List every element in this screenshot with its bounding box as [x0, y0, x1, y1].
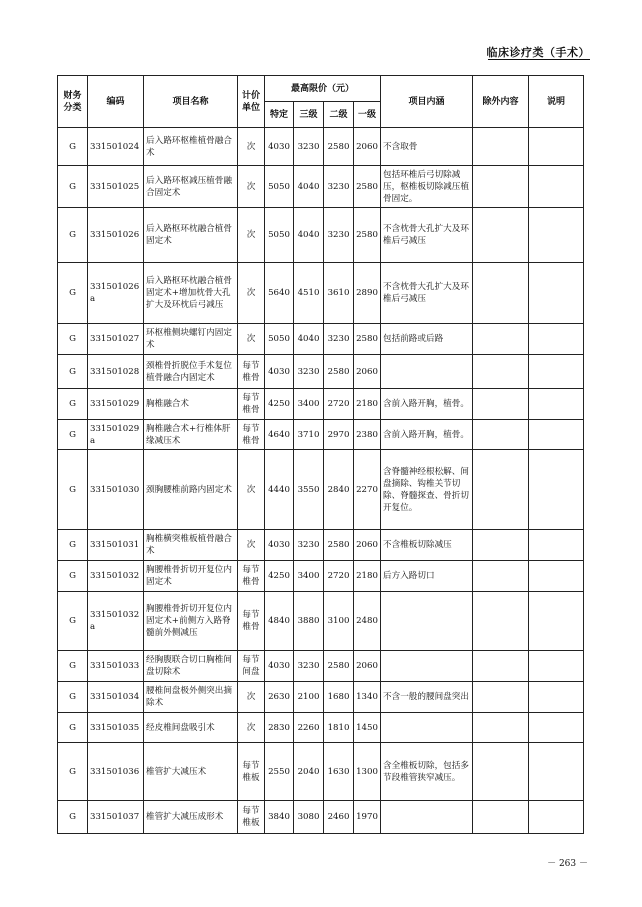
row-unit: 次: [238, 166, 265, 208]
row-unit: 每节椎板: [238, 743, 265, 801]
row-code: 331501037: [88, 801, 144, 834]
row-unit: 次: [238, 682, 265, 713]
row-price-level3: 3400: [294, 561, 324, 592]
row-category: G: [58, 208, 88, 263]
row-price-level1: 2580: [354, 324, 381, 355]
header-note: 说明: [529, 76, 584, 128]
row-name: 椎管扩大减压术: [144, 743, 238, 801]
row-price-level2: 2720: [324, 561, 354, 592]
row-name: 颈椎骨折脱位手术复位植骨融合内固定术: [144, 355, 238, 389]
row-name: 环枢椎侧块螺钉内固定术: [144, 324, 238, 355]
row-content: [381, 651, 473, 682]
row-name: 腰椎间盘极外侧突出摘除术: [144, 682, 238, 713]
row-content: 包括前路或后路: [381, 324, 473, 355]
row-code: 331501029a: [88, 420, 144, 450]
row-content: 含前入路开胸，植骨。: [381, 420, 473, 450]
row-note: [529, 355, 584, 389]
row-price-level1: 1340: [354, 682, 381, 713]
table-row: [58, 166, 584, 208]
row-excluded: [473, 263, 529, 324]
row-name: 胸椎融合术+行椎体肝缘减压术: [144, 420, 238, 450]
table-row: [58, 355, 584, 389]
row-price-level3: 3550: [294, 450, 324, 530]
row-name: 后入路枢环枕融合植骨固定术+增加枕骨大孔扩大及环枕后弓减压: [144, 263, 238, 324]
row-code: 331501026a: [88, 263, 144, 324]
table-row: [58, 592, 584, 651]
row-category: G: [58, 324, 88, 355]
row-content: [381, 355, 473, 389]
row-note: [529, 208, 584, 263]
header-name: 项目名称: [144, 76, 238, 128]
row-price-level3: 2040: [294, 743, 324, 801]
row-content: 不含一般的腰间盘突出: [381, 682, 473, 713]
header-code: 编码: [88, 76, 144, 128]
row-price-level2: 2580: [324, 355, 354, 389]
row-name: 颈胸腰椎前路内固定术: [144, 450, 238, 530]
table-row: [58, 420, 584, 450]
row-code: 331501030: [88, 450, 144, 530]
table-row: [58, 682, 584, 713]
row-price-level3: 3230: [294, 128, 324, 166]
row-code: 331501025: [88, 166, 144, 208]
row-excluded: [473, 208, 529, 263]
row-price-special: 4250: [265, 561, 294, 592]
row-note: [529, 743, 584, 801]
table-row: [58, 450, 584, 530]
header-level1: 一级: [354, 102, 381, 128]
row-price-special: 4030: [265, 651, 294, 682]
row-price-level3: 3080: [294, 801, 324, 834]
row-category: G: [58, 682, 88, 713]
row-price-level2: 1680: [324, 682, 354, 713]
row-name: 经皮椎间盘吸引术: [144, 713, 238, 743]
row-code: 331501024: [88, 128, 144, 166]
row-price-level3: 3400: [294, 389, 324, 420]
row-unit: 次: [238, 128, 265, 166]
row-price-level2: 2580: [324, 530, 354, 561]
table-row: [58, 743, 584, 801]
row-excluded: [473, 682, 529, 713]
row-name: 胸椎横突椎板植骨融合术: [144, 530, 238, 561]
row-unit: 次: [238, 530, 265, 561]
row-price-special: 4640: [265, 420, 294, 450]
row-unit: 每节椎骨: [238, 561, 265, 592]
row-note: [529, 592, 584, 651]
row-code: 331501032a: [88, 592, 144, 651]
row-excluded: [473, 713, 529, 743]
row-excluded: [473, 389, 529, 420]
row-price-level2: 3100: [324, 592, 354, 651]
row-price-level2: 2580: [324, 651, 354, 682]
row-category: G: [58, 128, 88, 166]
row-content: 包括环椎后弓切除减压，枢椎板切除减压植骨固定。: [381, 166, 473, 208]
table-row: [58, 713, 584, 743]
row-unit: 每节椎骨: [238, 420, 265, 450]
row-price-special: 2550: [265, 743, 294, 801]
row-price-level2: 2840: [324, 450, 354, 530]
row-price-level1: 2060: [354, 530, 381, 561]
row-code: 331501026: [88, 208, 144, 263]
row-category: G: [58, 801, 88, 834]
row-code: 331501035: [88, 713, 144, 743]
row-note: [529, 263, 584, 324]
row-price-level3: 2100: [294, 682, 324, 713]
row-excluded: [473, 166, 529, 208]
row-content: 含脊髓神经根松解、间盘摘除、钩椎关节切除、脊髓探查、骨折切开复位。: [381, 450, 473, 530]
row-code: 331501031: [88, 530, 144, 561]
row-price-level1: 1970: [354, 801, 381, 834]
row-code: 331501034: [88, 682, 144, 713]
row-price-level1: 2890: [354, 263, 381, 324]
row-category: G: [58, 530, 88, 561]
row-price-level1: 2060: [354, 355, 381, 389]
row-excluded: [473, 801, 529, 834]
row-category: G: [58, 355, 88, 389]
row-price-level1: 2380: [354, 420, 381, 450]
row-unit: 每节间盘: [238, 651, 265, 682]
row-price-level1: 2060: [354, 128, 381, 166]
header-category: 财务分类: [58, 76, 88, 128]
header-content: 项目内涵: [381, 76, 473, 128]
row-category: G: [58, 651, 88, 682]
row-note: [529, 682, 584, 713]
row-price-level3: 3230: [294, 530, 324, 561]
row-price-special: 4840: [265, 592, 294, 651]
row-price-special: 4030: [265, 530, 294, 561]
row-price-level1: 2580: [354, 166, 381, 208]
header-unit: 计价单位: [238, 76, 265, 128]
row-unit: 每节椎骨: [238, 389, 265, 420]
row-price-special: 2830: [265, 713, 294, 743]
row-note: [529, 713, 584, 743]
row-price-level3: 3230: [294, 355, 324, 389]
row-name: 后入路环枢减压植骨融合固定术: [144, 166, 238, 208]
row-price-special: 3840: [265, 801, 294, 834]
row-note: [529, 389, 584, 420]
row-category: G: [58, 450, 88, 530]
row-code: 331501032: [88, 561, 144, 592]
row-price-level3: 4040: [294, 166, 324, 208]
row-name: 胸椎融合术: [144, 389, 238, 420]
row-price-level2: 1810: [324, 713, 354, 743]
row-price-level2: 3230: [324, 208, 354, 263]
row-price-special: 2630: [265, 682, 294, 713]
row-name: 后入路环枢椎植骨融合术: [144, 128, 238, 166]
row-note: [529, 420, 584, 450]
row-price-special: 4250: [265, 389, 294, 420]
fee-table: [57, 75, 584, 834]
table-row: [58, 561, 584, 592]
row-category: G: [58, 166, 88, 208]
row-code: 331501027: [88, 324, 144, 355]
row-excluded: [473, 592, 529, 651]
row-price-level1: 2180: [354, 561, 381, 592]
row-content: [381, 801, 473, 834]
row-excluded: [473, 530, 529, 561]
header-level3: 三级: [294, 102, 324, 128]
row-code: 331501028: [88, 355, 144, 389]
table-row: [58, 801, 584, 834]
row-unit: 次: [238, 324, 265, 355]
row-note: [529, 801, 584, 834]
row-excluded: [473, 324, 529, 355]
row-category: G: [58, 713, 88, 743]
row-price-level3: 3710: [294, 420, 324, 450]
row-unit: 次: [238, 713, 265, 743]
row-excluded: [473, 355, 529, 389]
row-name: 经胸腹联合切口胸椎间盘切除术: [144, 651, 238, 682]
row-note: [529, 450, 584, 530]
row-price-level3: 3880: [294, 592, 324, 651]
row-name: 胸腰椎骨折切开复位内固定术: [144, 561, 238, 592]
table-row: [58, 208, 584, 263]
row-price-level3: 4040: [294, 208, 324, 263]
row-excluded: [473, 743, 529, 801]
row-price-level2: 2460: [324, 801, 354, 834]
row-unit: 每节椎骨: [238, 592, 265, 651]
row-price-level2: 2580: [324, 128, 354, 166]
row-content: 不含椎板切除减压: [381, 530, 473, 561]
row-unit: 次: [238, 263, 265, 324]
header-level2: 二级: [324, 102, 354, 128]
row-price-level1: 2580: [354, 208, 381, 263]
row-price-special: 5050: [265, 166, 294, 208]
row-unit: 次: [238, 450, 265, 530]
table-row: [58, 530, 584, 561]
row-price-level1: 2480: [354, 592, 381, 651]
table-row: [58, 651, 584, 682]
row-name: 椎管扩大减压成形术: [144, 801, 238, 834]
row-code: 331501036: [88, 743, 144, 801]
row-note: [529, 128, 584, 166]
table-row: [58, 263, 584, 324]
row-note: [529, 561, 584, 592]
row-content: 不含枕骨大孔扩大及环椎后弓减压: [381, 263, 473, 324]
row-price-level1: 1300: [354, 743, 381, 801]
row-content: 不含取骨: [381, 128, 473, 166]
row-note: [529, 166, 584, 208]
row-excluded: [473, 128, 529, 166]
row-price-special: 5050: [265, 324, 294, 355]
row-price-level3: 4510: [294, 263, 324, 324]
row-price-level2: 3610: [324, 263, 354, 324]
table-body: [58, 128, 584, 834]
row-note: [529, 530, 584, 561]
row-unit: 每节椎板: [238, 801, 265, 834]
row-content: [381, 713, 473, 743]
row-content: [381, 592, 473, 651]
row-category: G: [58, 592, 88, 651]
row-note: [529, 324, 584, 355]
row-content: 含全椎板切除，包括多节段椎管狭窄减压。: [381, 743, 473, 801]
row-code: 331501033: [88, 651, 144, 682]
row-category: G: [58, 420, 88, 450]
row-excluded: [473, 651, 529, 682]
table-row: [58, 128, 584, 166]
row-content: 后方入路切口: [381, 561, 473, 592]
row-content: 含前入路开胸，植骨。: [381, 389, 473, 420]
row-category: G: [58, 389, 88, 420]
header-special: 特定: [265, 102, 294, 128]
row-price-level3: 2260: [294, 713, 324, 743]
row-price-level1: 2060: [354, 651, 381, 682]
row-price-level1: 2270: [354, 450, 381, 530]
row-name: 后入路枢环枕融合植骨固定术: [144, 208, 238, 263]
header-rule: [488, 59, 590, 60]
header-excluded: 除外内容: [473, 76, 529, 128]
table-row: [58, 324, 584, 355]
row-price-special: 4440: [265, 450, 294, 530]
row-excluded: [473, 561, 529, 592]
header-max-price: 最高限价（元）: [265, 76, 381, 102]
row-unit: 每节椎骨: [238, 355, 265, 389]
row-price-level1: 1450: [354, 713, 381, 743]
table-row: [58, 389, 584, 420]
row-price-level3: 3230: [294, 651, 324, 682]
row-price-special: 5050: [265, 208, 294, 263]
row-price-level2: 3230: [324, 324, 354, 355]
row-name: 胸腰椎骨折切开复位内固定术+前侧方入路脊髓前外侧减压: [144, 592, 238, 651]
row-price-level1: 2180: [354, 389, 381, 420]
row-excluded: [473, 420, 529, 450]
page-number: － 263 －: [547, 859, 588, 869]
row-price-level2: 1630: [324, 743, 354, 801]
row-note: [529, 651, 584, 682]
row-excluded: [473, 450, 529, 530]
row-price-special: 4030: [265, 128, 294, 166]
row-unit: 次: [238, 208, 265, 263]
row-category: G: [58, 743, 88, 801]
row-code: 331501029: [88, 389, 144, 420]
row-category: G: [58, 561, 88, 592]
row-price-level3: 4040: [294, 324, 324, 355]
row-price-level2: 3230: [324, 166, 354, 208]
row-price-special: 4030: [265, 355, 294, 389]
running-title: 临床诊疗类（手术）: [486, 46, 590, 59]
row-category: G: [58, 263, 88, 324]
row-price-level2: 2720: [324, 389, 354, 420]
row-price-level2: 2970: [324, 420, 354, 450]
row-price-special: 5640: [265, 263, 294, 324]
row-content: 不含枕骨大孔扩大及环椎后弓减压: [381, 208, 473, 263]
